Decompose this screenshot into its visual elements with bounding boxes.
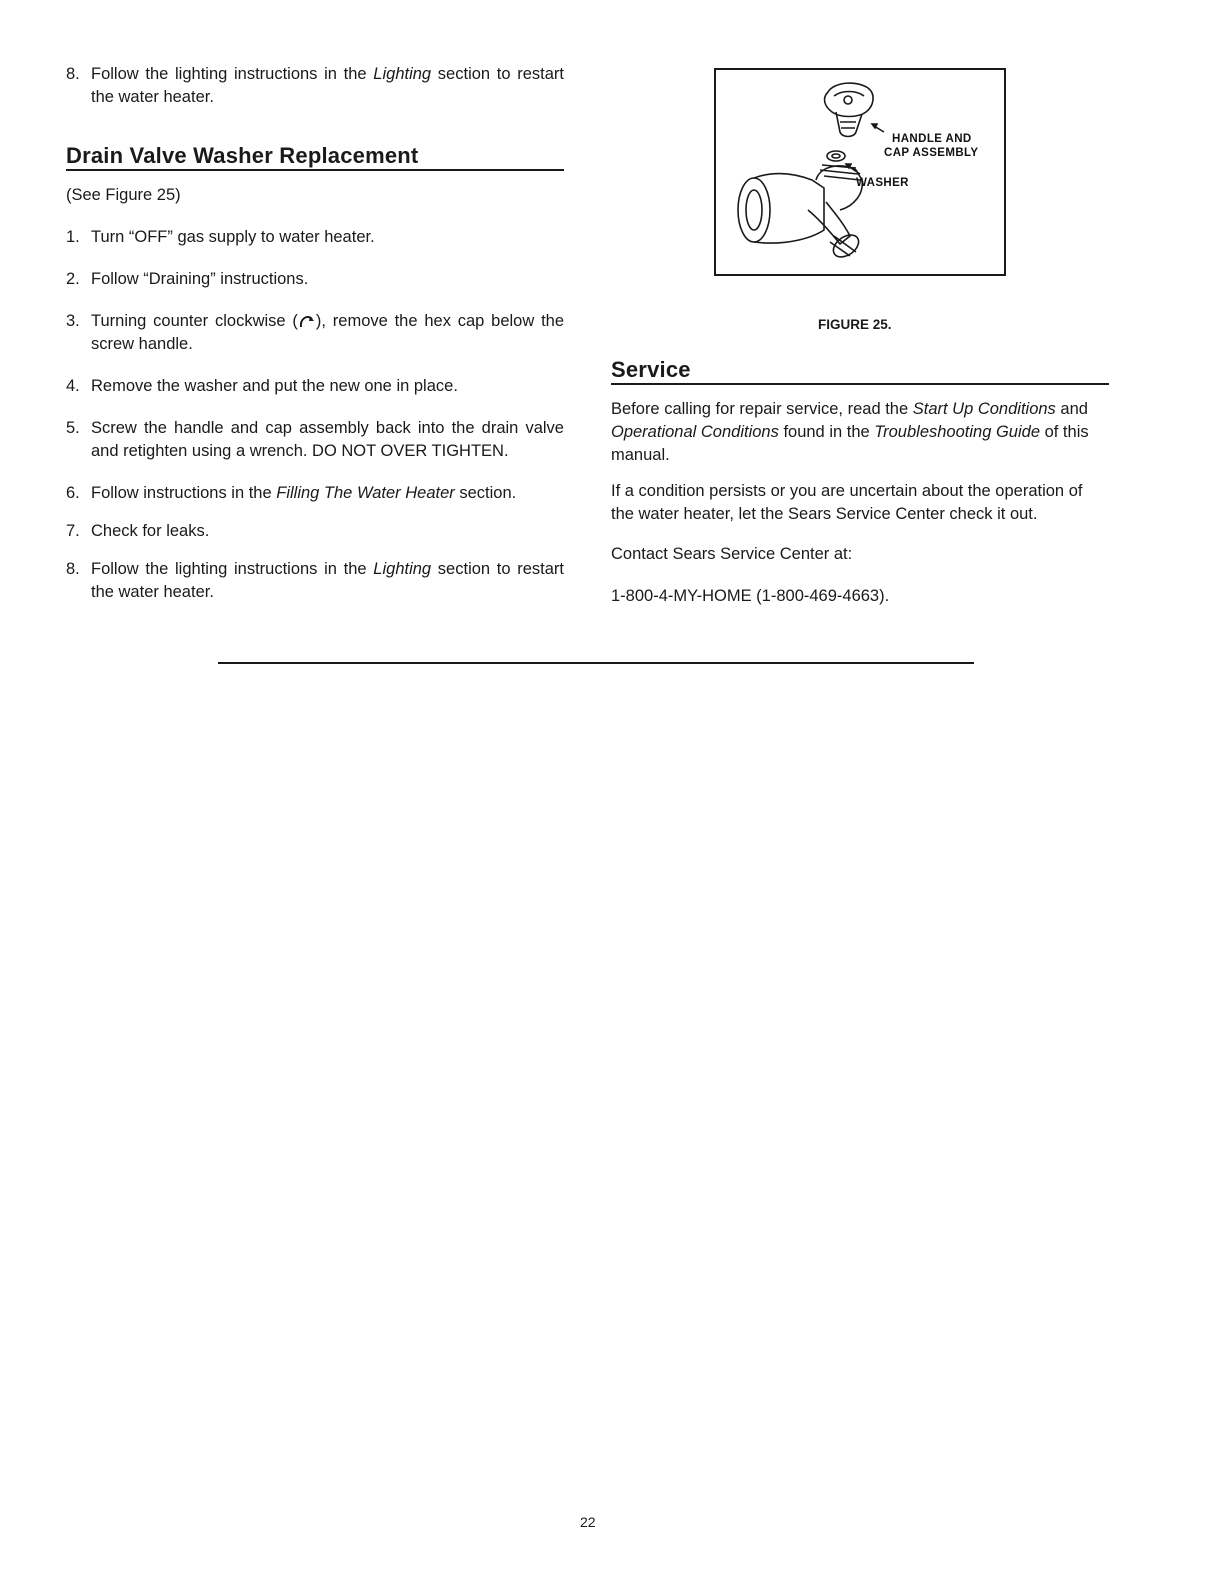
step-5: 5. Screw the handle and cap assembly back into the drain valve and retighten using a wrench. DO NOT OVER TIGHTEN.: [66, 419, 564, 460]
section-title-service: Service: [611, 358, 1109, 385]
left-column: [66, 63, 564, 604]
page-number: 22: [580, 1514, 596, 1530]
service-section: [611, 0, 1109, 608]
step-6: 6. Follow instructions in the Filling The Water Heater section.: [66, 484, 517, 502]
step-4: 4. Remove the washer and put the new one in place.: [66, 377, 458, 395]
label-handle-and-cap: HANDLE AND CAP ASSEMBLY: [884, 133, 979, 159]
step-8: 8. Follow the lighting instructions in the Lighting section to restart the water heater.: [66, 560, 564, 601]
service-paragraph-3: Contact Sears Service Center at:: [611, 545, 853, 563]
see-figure-note: (See Figure 25): [66, 186, 181, 204]
counter-clockwise-arrow-icon: [298, 312, 316, 326]
step-3: 3. Turning counter clockwise ( ), remove the hex cap below the screw handle.: [66, 312, 565, 353]
figure-caption: FIGURE 25.: [818, 317, 892, 332]
service-paragraph-2: If a condition persists or you are uncertain about the operation of the water heater, let the Sears Service Center check it out.: [611, 482, 1083, 523]
step-1: 1. Turn “OFF” gas supply to water heater.: [66, 228, 375, 246]
step-8-top: 8. Follow the lighting instructions in the Lighting section to restart the water heater.: [66, 65, 564, 106]
service-phone-number: 1-800-4-MY-HOME (1-800-469-4663).: [611, 587, 890, 605]
section-title-drain-valve: Drain Valve Washer Replacement: [66, 144, 564, 171]
bottom-divider: [218, 662, 974, 664]
step-7: 7. Check for leaks.: [66, 522, 210, 540]
step-2: 2. Follow “Draining” instructions.: [66, 270, 309, 288]
label-washer: WASHER: [856, 177, 909, 189]
service-paragraph-1: Before calling for repair service, read the Start Up Conditions and Operational Conditions found in the Troubleshooting Guide of this manual.: [611, 400, 1089, 464]
